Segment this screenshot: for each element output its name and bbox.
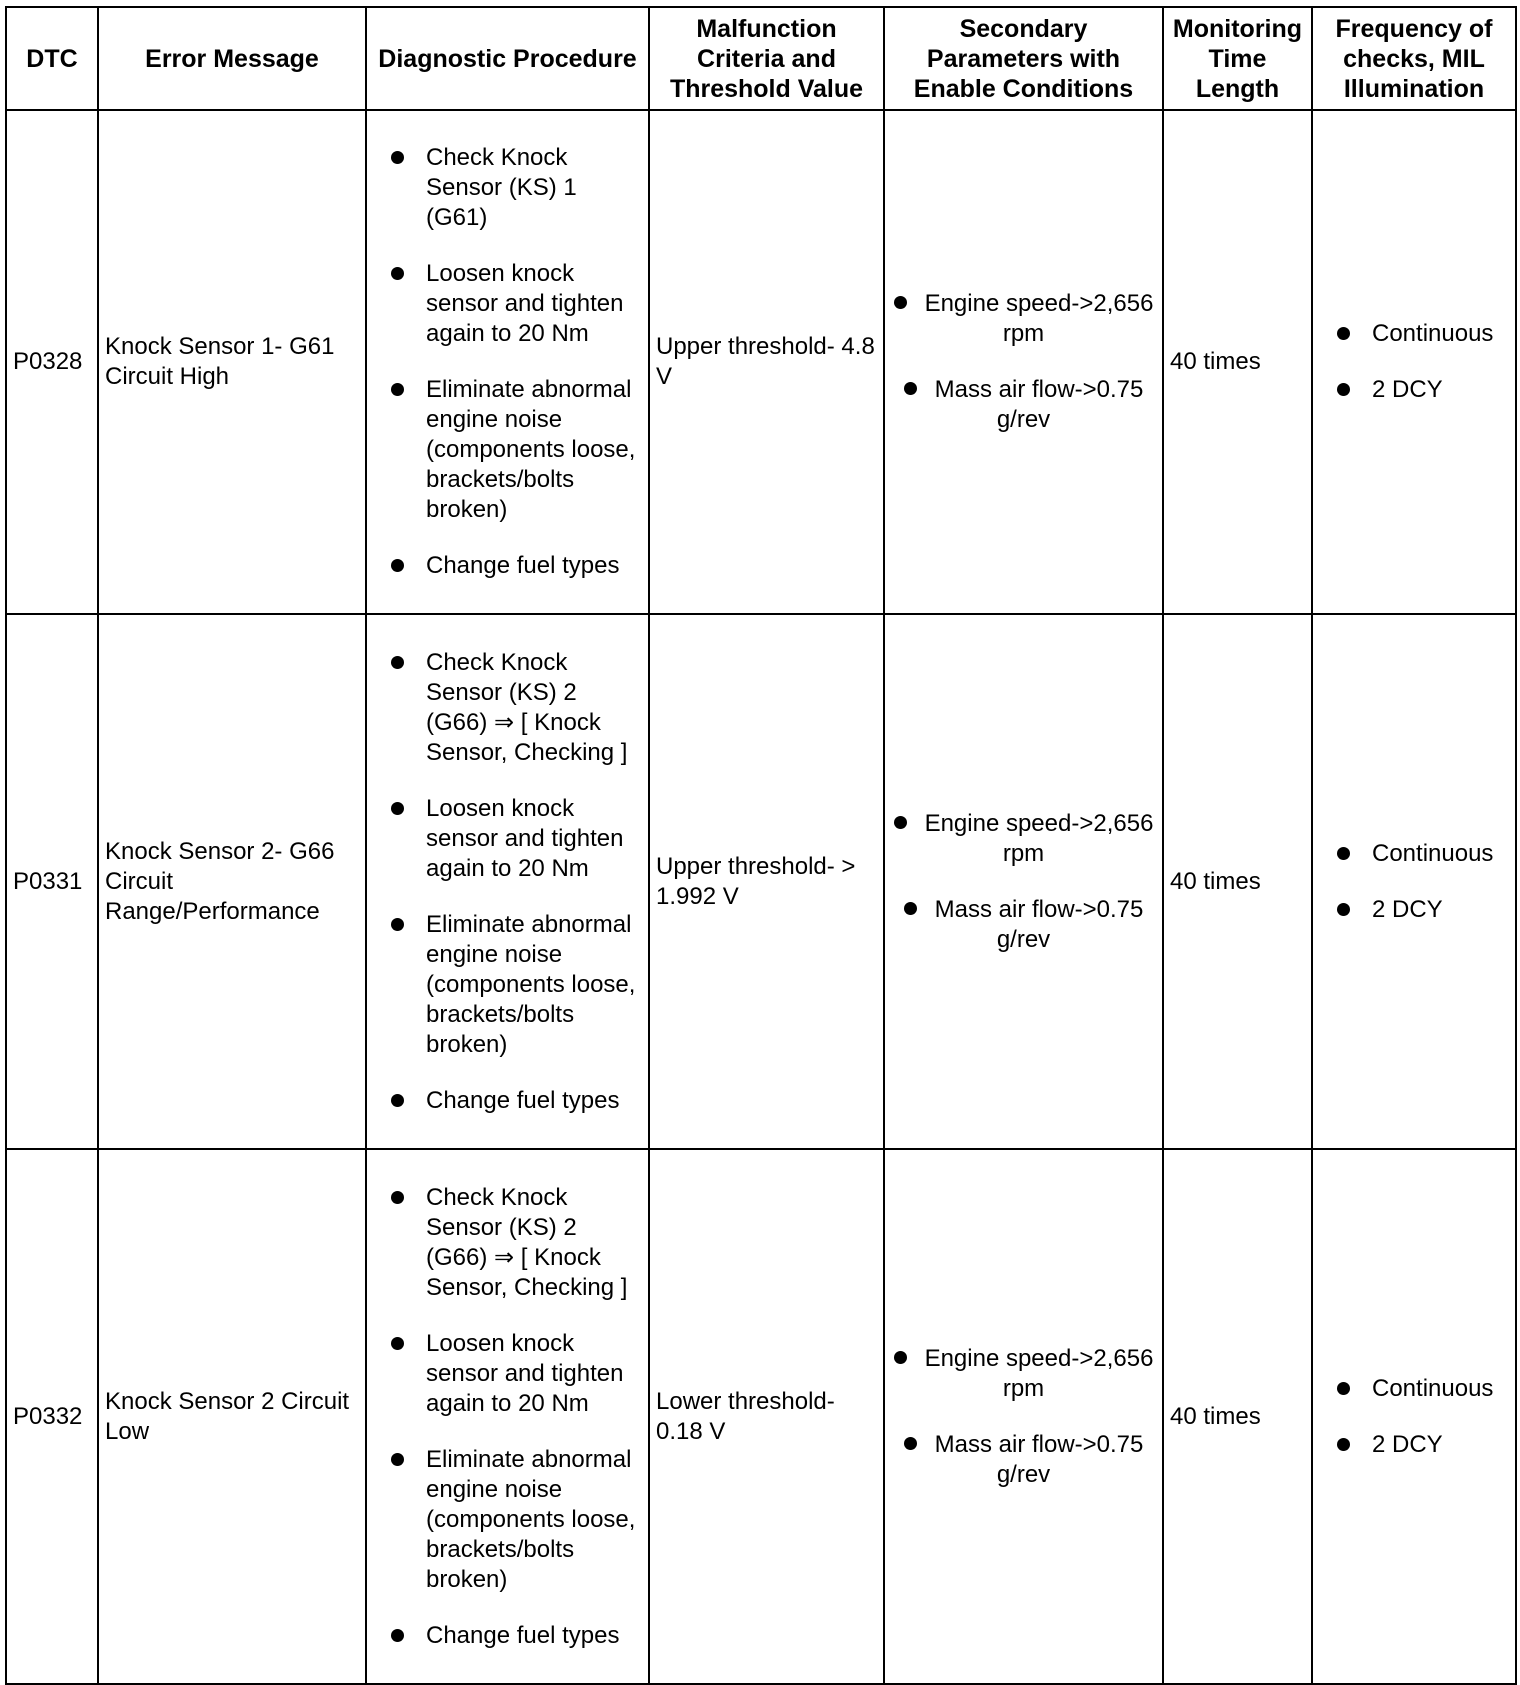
procedure-step-text: Eliminate abnormal engine noise (components loose, brackets/bolts broken) [426, 376, 636, 523]
header-secondary-parameters: Secondary Parameters with Enable Conditions [884, 7, 1163, 110]
bullet-icon [391, 656, 404, 669]
header-monitoring-time: Monitoring Time Length [1163, 7, 1312, 110]
frequency-item [1337, 1374, 1515, 1404]
frequency-item-text: 2 DCY [1372, 1430, 1443, 1458]
frequency-item [1337, 839, 1515, 869]
frequency-item-list [1313, 839, 1515, 925]
bullet-icon [391, 151, 404, 164]
procedure-step [391, 143, 644, 233]
dtc-code: P0331 [6, 614, 98, 1149]
monitoring-time: 40 times [1163, 614, 1312, 1149]
secondary-parameter-text: Mass air flow->0.75 g/rev [934, 376, 1144, 433]
secondary-parameter [885, 809, 1162, 869]
procedure-step [391, 648, 644, 768]
table-body [6, 110, 1516, 1684]
frequency-item-list [1313, 319, 1515, 405]
bullet-icon [904, 902, 917, 915]
secondary-parameter-text: Mass air flow->0.75 g/rev [934, 1430, 1144, 1488]
secondary-parameter [885, 1344, 1162, 1404]
procedure-step [391, 551, 644, 581]
bullet-icon [391, 918, 404, 931]
dtc-table [5, 6, 1517, 1685]
bullet-icon [391, 1337, 404, 1350]
procedure-step-text: Change fuel types [426, 552, 620, 579]
bullet-icon [894, 816, 907, 829]
procedure-step-text: Check Knock Sensor (KS) 2 (G66) ⇒ [ Knock Sensor, Checking ] [426, 1183, 628, 1301]
malfunction-criteria: Upper threshold- 4.8 V [649, 110, 884, 614]
frequency-cell [1312, 110, 1516, 614]
secondary-parameter-list [885, 1344, 1162, 1490]
bullet-icon [391, 1094, 404, 1107]
bullet-icon [1337, 327, 1350, 340]
bullet-icon [904, 1437, 917, 1450]
secondary-parameter-text: Mass air flow->0.75 g/rev [934, 895, 1144, 953]
frequency-item-text: Continuous [1372, 320, 1494, 347]
header-diagnostic-procedure: Diagnostic Procedure [366, 7, 649, 110]
bullet-icon [1337, 903, 1350, 916]
procedure-step [391, 1183, 644, 1303]
dtc-code: P0332 [6, 1149, 98, 1684]
bullet-icon [894, 1351, 907, 1364]
frequency-item-list [1313, 1374, 1515, 1460]
frequency-item [1337, 319, 1515, 349]
procedure-step-text: Check Knock Sensor (KS) 1 (G61) [426, 144, 577, 231]
frequency-item-text: Continuous [1372, 839, 1494, 867]
secondary-parameters-cell [884, 1149, 1163, 1684]
procedure-step-text: Eliminate abnormal engine noise (components loose, brackets/bolts broken) [426, 1445, 636, 1593]
table-row [6, 1149, 1516, 1684]
procedure-step-list [367, 143, 648, 581]
bullet-icon [391, 1629, 404, 1642]
procedure-step-text: Eliminate abnormal engine noise (components loose, brackets/bolts broken) [426, 910, 636, 1058]
bullet-icon [1337, 1438, 1350, 1451]
error-message: Knock Sensor 2 Circuit Low [98, 1149, 366, 1684]
procedure-step-text: Loosen knock sensor and tighten again to 20 Nm [426, 1329, 624, 1417]
error-message: Knock Sensor 1- G61 Circuit High [98, 110, 366, 614]
malfunction-criteria: Lower threshold- 0.18 V [649, 1149, 884, 1684]
monitoring-time: 40 times [1163, 1149, 1312, 1684]
procedure-step-text: Change fuel types [426, 1086, 620, 1114]
frequency-item-text: Continuous [1372, 1374, 1494, 1402]
diagnostic-procedure-cell [366, 1149, 649, 1684]
procedure-step [391, 794, 644, 884]
secondary-parameter [885, 289, 1162, 349]
frequency-cell [1312, 1149, 1516, 1684]
table-row [6, 110, 1516, 614]
header-dtc: DTC [6, 7, 98, 110]
dtc-code: P0328 [6, 110, 98, 614]
error-message: Knock Sensor 2- G66 Circuit Range/Performance [98, 614, 366, 1149]
table-row [6, 614, 1516, 1149]
procedure-step-text: Loosen knock sensor and tighten again to 20 Nm [426, 260, 624, 347]
bullet-icon [391, 559, 404, 572]
secondary-parameters-cell [884, 110, 1163, 614]
frequency-item-text: 2 DCY [1372, 895, 1443, 923]
procedure-step [391, 1086, 644, 1116]
frequency-item [1337, 895, 1515, 925]
secondary-parameters-cell [884, 614, 1163, 1149]
bullet-icon [1337, 847, 1350, 860]
malfunction-criteria: Upper threshold- > 1.992 V [649, 614, 884, 1149]
frequency-item [1337, 375, 1515, 405]
secondary-parameter-text: Engine speed->2,656 rpm [924, 290, 1154, 347]
procedure-step-text: Check Knock Sensor (KS) 2 (G66) ⇒ [ Knock Sensor, Checking ] [426, 648, 628, 766]
frequency-cell [1312, 614, 1516, 1149]
procedure-step [391, 1329, 644, 1419]
frequency-item-text: 2 DCY [1372, 376, 1443, 403]
bullet-icon [391, 1453, 404, 1466]
secondary-parameter [885, 1430, 1162, 1490]
procedure-step-text: Loosen knock sensor and tighten again to 20 Nm [426, 794, 624, 882]
header-row [6, 7, 1516, 110]
procedure-step [391, 910, 644, 1060]
procedure-step [391, 1621, 644, 1651]
secondary-parameter [885, 895, 1162, 955]
procedure-step-list [367, 648, 648, 1116]
header-frequency: Frequency of checks, MIL Illumination [1312, 7, 1516, 110]
bullet-icon [904, 382, 917, 395]
secondary-parameter-list [885, 289, 1162, 435]
procedure-step [391, 259, 644, 349]
bullet-icon [391, 267, 404, 280]
bullet-icon [1337, 383, 1350, 396]
procedure-step [391, 1445, 644, 1595]
secondary-parameter-list [885, 809, 1162, 955]
bullet-icon [391, 802, 404, 815]
procedure-step [391, 375, 644, 525]
header-malfunction-criteria: Malfunction Criteria and Threshold Value [649, 7, 884, 110]
procedure-step-text: Change fuel types [426, 1621, 620, 1649]
bullet-icon [894, 296, 907, 309]
header-error-message: Error Message [98, 7, 366, 110]
secondary-parameter-text: Engine speed->2,656 rpm [924, 809, 1154, 867]
secondary-parameter [885, 375, 1162, 435]
bullet-icon [1337, 1382, 1350, 1395]
bullet-icon [391, 1191, 404, 1204]
diagnostic-procedure-cell [366, 614, 649, 1149]
secondary-parameter-text: Engine speed->2,656 rpm [924, 1344, 1154, 1402]
diagnostic-procedure-cell [366, 110, 649, 614]
procedure-step-list [367, 1183, 648, 1651]
bullet-icon [391, 383, 404, 396]
monitoring-time: 40 times [1163, 110, 1312, 614]
frequency-item [1337, 1430, 1515, 1460]
